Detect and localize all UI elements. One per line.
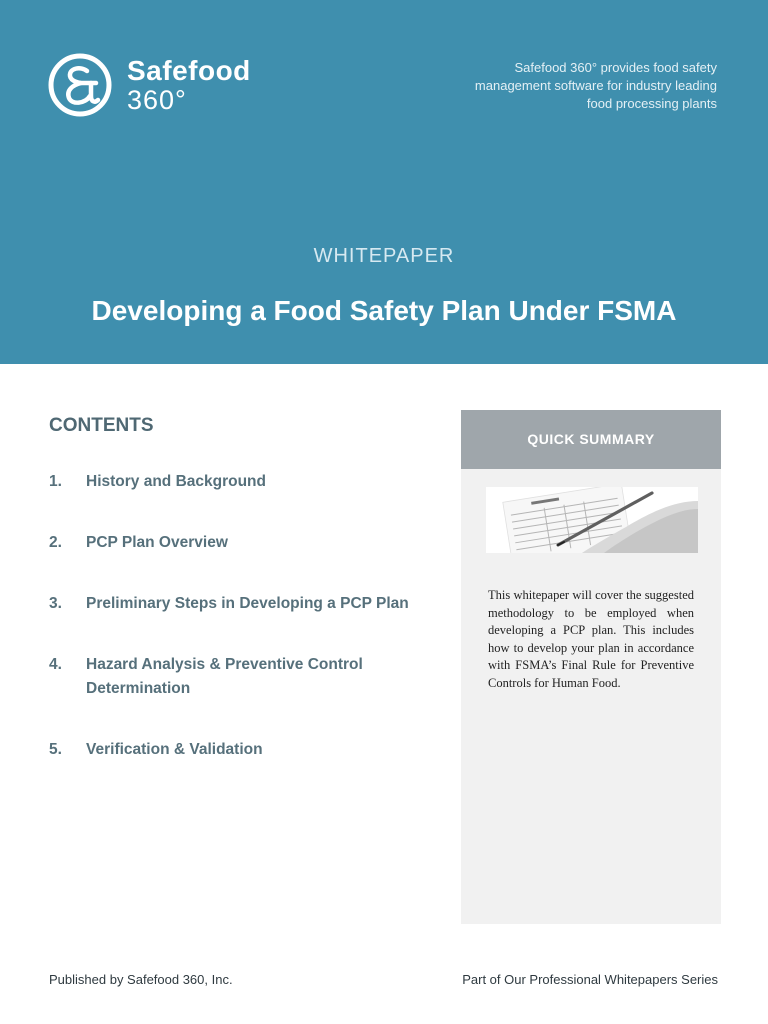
quick-summary-panel [461,410,721,924]
toc-item-number: 3. [49,595,62,612]
toc-item-history[interactable] [49,470,439,494]
tagline: Safefood 360° provides food safety management software for industry leading food processing plants [474,60,717,111]
page-title: Developing a Food Safety Plan Under FSMA [91,295,677,326]
toc-item-text: History and Background [86,473,266,490]
hand-writing-checklist-icon [486,487,698,553]
quick-summary-text: This whitepaper will cover the suggested methodology to be employed when developing a PCP plan. This includes how to develop your plan in accordance with FSMA’s Final Rule for Preventive Controls for Human Food. [488,588,694,690]
series-note: Part of Our Professional Whitepapers Series [462,972,718,987]
toc-item-preliminary-steps[interactable] [49,592,439,616]
quick-summary-heading: QUICK SUMMARY [461,410,721,469]
toc-item-text: Preliminary Steps in Developing a PCP Plan [86,595,409,612]
safefood-logo [47,52,277,118]
brand-name: Safefood [127,55,251,86]
toc-item-number: 4. [49,656,62,673]
contents-heading: CONTENTS [49,415,154,436]
toc-item-text: Hazard Analysis & Preventive Control Determination [86,656,363,697]
publisher-note: Published by Safefood 360, Inc. [49,972,233,987]
toc-item-text: PCP Plan Overview [86,534,228,551]
toc-item-pcp-overview[interactable] [49,531,439,555]
toc-item-hazard-analysis[interactable] [49,653,394,701]
brand-number: 360° [127,85,187,115]
toc-item-verification[interactable] [49,738,439,762]
toc-item-number: 2. [49,534,62,551]
whitepaper-label: WHITEPAPER [313,245,455,267]
toc-item-number: 1. [49,473,62,490]
ampersand-logo-icon [47,52,113,118]
header-banner [0,0,768,364]
toc-item-text: Verification & Validation [86,741,263,758]
toc-item-number: 5. [49,741,62,758]
